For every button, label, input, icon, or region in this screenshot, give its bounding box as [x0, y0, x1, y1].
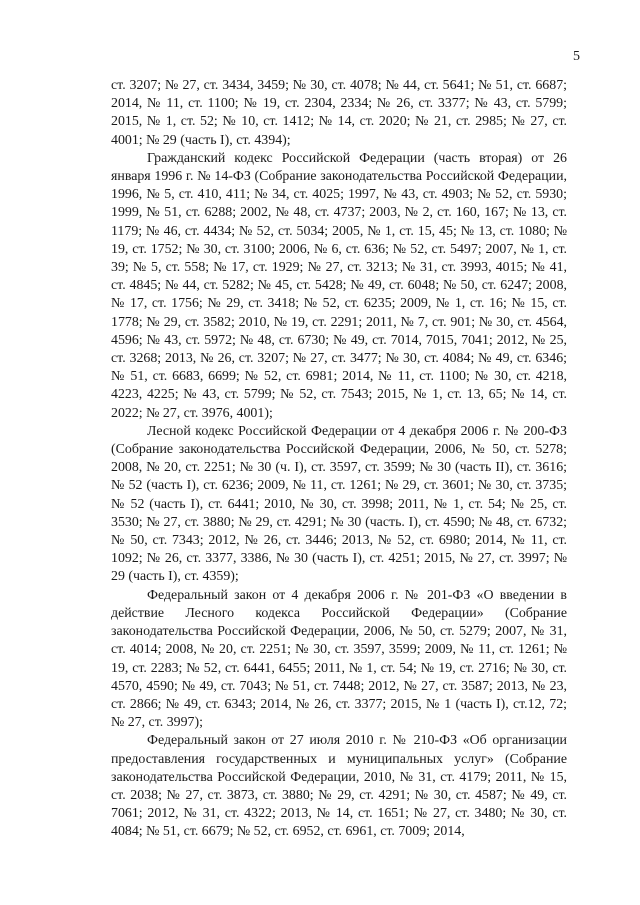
paragraph-civil-code: Гражданский кодекс Российской Федерации (часть вторая) от 26 января 1996 г. № 14-ФЗ (Собрание законодательства Российской Федерации, 1996, № 5, ст. 410, 411; № 34, ст. 4025; 1997, № 43, ст. 4903; № 52, ст. 5930; 1999, № 51, ст. 6288; 2002, № 48, ст. 4737; 2003, № 2, ст. 160, 167; № 13, ст. 1179; № 46, ст. 4434; № 52, ст. 5034; 2005, № 1, ст. 15, 45; № 13, ст. 1080; № 19, ст. 1752; № 30, ст. 3100; 2006, № 6, ст. 636; № 52, ст. 5497; 2007, № 1, ст. 39; № 5, ст. 558; № 17, ст. 1929; № 27, ст. 3213; № 31, ст. 3993, 4015; № 41, ст. 4845; № 44, ст. 5282; № 45, ст. 5428; № 49, ст. 6048; № 50, ст. 6247; 2008, № 17, ст. 1756; № 29, ст. 3418; № 52, ст. 6235; 2009, № 1, ст. 16; № 15, ст. 1778; № 29, ст. 3582; 2010, № 19, ст. 2291; 2011, № 7, ст. 901; № 30, ст. 4564, 4596; № 43, ст. 5972; № 48, ст. 6730; № 49, ст. 7014, 7015, 7041; 2012, № 25, ст. 3268; 2013, № 26, ст. 3207; № 27, ст. 3477; № 30, ст. 4084; № 49, ст. 6346; № 51, ст. 6683, 6699; № 52, ст. 6981; 2014, № 11, ст. 1100; № 30, ст. 4218, 4223, 4225; № 43, ст. 5799; № 52, ст. 7543; 2015, № 1, ст. 13, 65; № 14, ст. 2022; № 27, ст. 3976, 4001); [111, 150, 567, 421]
paragraph-law-210-fz: Федеральный закон от 27 июля 2010 г. № 210-ФЗ «Об организации предоставления государственных и муниципальных услуг» (Собрание законодательства Российской Федерации, 2010, № 31, ст. 4179; 2011, № 15, ст. 2038; № 27, ст. 3873, ст. 3880; № 29, ст. 4291; № 30, ст. 4587; № 49, ст. 7061; 2012, № 31, ст. 4322; 2013, № 14, ст. 1651; № 27, ст. 3480; № 30, ст. 4084; № 51, ст. 6679; № 52, ст. 6952, ст. 6961, ст. 7009; 2014, [111, 733, 567, 840]
page-number: 5 [573, 49, 580, 64]
paragraph-continuation: ст. 3207; № 27, ст. 3434, 3459; № 30, ст. 4078; № 44, ст. 5641; № 51, ст. 6687; 2014, № 11, ст. 1100; № 19, ст. 2304, 2334; № 26, ст. 3377; № 43, ст. 5799; 2015, № 1, ст. 52; № 10, ст. 1412; № 14, ст. 2020; № 21, ст. 2985; № 27, ст. 4001; № 29 (часть I), ст. 4394); [111, 78, 567, 148]
paragraph-law-201-fz: Федеральный закон от 4 декабря 2006 г. № 201-ФЗ «О введении в действие Лесного кодекса Российской Федерации» (Собрание законодательства Российской Федерации, 2006, № 50, ст. 5279; 2007, № 31, ст. 4014; 2008, № 20, ст. 2251; № 30, ст. 3597, 3599; 2009, № 11, ст. 1261; № 19, ст. 2283; № 52, ст. 6441, 6455; 2011, № 1, ст. 54; № 19, ст. 2716; № 30, ст. 4570, 4590; № 49, ст. 7043; № 51, ст. 7448; 2012, № 27, ст. 3587; 2013, № 23, ст. 2866; № 49, ст. 6343; 2014, № 26, ст. 3377; 2015, № 1 (часть I), ст.12, 72; № 27, ст. 3997); [111, 587, 567, 731]
paragraph-forest-code: Лесной кодекс Российской Федерации от 4 декабря 2006 г. № 200-ФЗ (Собрание законодательства Российской Федерации, 2006, № 50, ст. 5278; 2008, № 20, ст. 2251; № 30 (ч. I), ст. 3597, ст. 3599; № 30 (часть II), ст. 3616; № 52 (часть I), ст. 6236; 2009, № 11, ст. 1261; № 29, ст. 3601; № 30, ст. 3735; № 52 (часть I), ст. 6441; 2010, № 30, ст. 3998; 2011, № 1, ст. 54; № 25, ст. 3530; № 27, ст. 3880; № 29, ст. 4291; № 30 (часть. I), ст. 4590; № 48, ст. 6732; № 50, ст. 7343; 2012, № 26, ст. 3446; 2013, № 52, ст. 6980; 2014, № 11, ст. 1092; № 26, ст. 3377, 3386, № 30 (часть I), ст. 4251; 2015, № 27, ст. 3997; № 29 (часть I), ст. 4359); [111, 423, 567, 585]
document-body [111, 77, 567, 842]
